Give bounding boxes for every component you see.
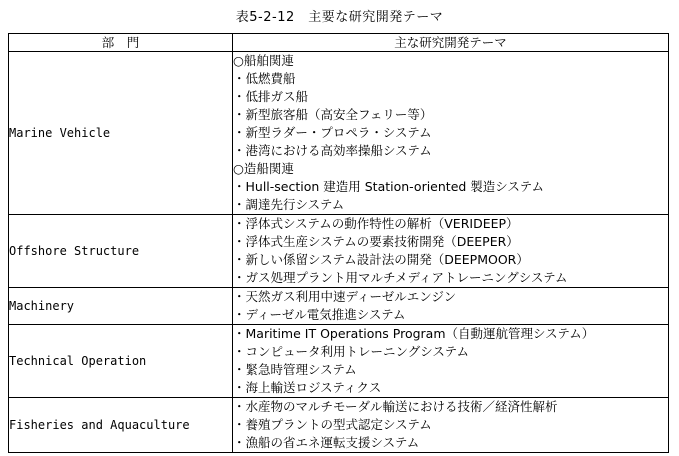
department-cell: Offshore Structure [9, 215, 233, 288]
theme-item: ・新型旅客船（高安全フェリー等） [233, 107, 433, 122]
header-themes: 主な研究開発テーマ [233, 34, 669, 52]
themes-cell [233, 325, 669, 398]
header-department: 部 門 [9, 34, 233, 52]
theme-item: ・新しい係留システム設計法の開発（DEEPMOOR） [233, 252, 529, 267]
table-row [9, 398, 669, 453]
theme-item: ・低排ガス船 [233, 89, 309, 104]
table-row [9, 325, 669, 398]
theme-item: ○造船関連 [233, 161, 294, 176]
theme-item: ・緊急時管理システム [233, 362, 357, 377]
theme-item: ・浮体式システムの動作特性の解析（VERIDEEP） [233, 216, 519, 231]
theme-item: ・港湾における高効率操船システム [233, 143, 432, 158]
theme-item: ・ディーゼル電気推進システム [233, 307, 406, 322]
department-cell: Fisheries and Aquaculture [9, 398, 233, 453]
research-themes-table [8, 33, 669, 453]
themes-cell [233, 398, 669, 453]
table-row [9, 215, 669, 288]
theme-item: ・天然ガス利用中速ディーゼルエンジン [233, 289, 457, 304]
department-cell: Machinery [9, 288, 233, 325]
theme-item: ・新型ラダー・プロペラ・システム [233, 125, 432, 140]
theme-item: ・養殖プラントの型式認定システム [233, 417, 432, 432]
theme-item: ・ガス処理プラント用マルチメディアトレーニングシステム [233, 270, 568, 285]
department-cell: Technical Operation [9, 325, 233, 398]
table-title: 表5-2-12 主要な研究開発テーマ [235, 10, 444, 25]
theme-item: ・浮体式生産システムの要素技術開発（DEEPER） [233, 234, 519, 249]
theme-item: ・コンピュータ利用トレーニングシステム [233, 344, 470, 359]
themes-cell [233, 52, 669, 215]
theme-item: ・Hull-section 建造用 Station-oriented 製造システム [233, 179, 545, 194]
theme-item: ・海上輸送ロジスティクス [233, 380, 382, 395]
header-row [9, 34, 669, 52]
theme-item: ・水産物のマルチモーダル輸送における技術／経済性解析 [233, 399, 558, 414]
department-cell: Marine Vehicle [9, 52, 233, 215]
themes-cell [233, 215, 669, 288]
table-row [9, 288, 669, 325]
theme-item: ○船舶関連 [233, 53, 294, 68]
themes-cell [233, 288, 669, 325]
theme-item: ・Maritime IT Operations Program（自動運航管理システム） [233, 326, 595, 341]
theme-item: ・調達先行システム [233, 197, 345, 212]
theme-item: ・低燃費船 [233, 71, 296, 86]
table-row [9, 52, 669, 215]
theme-item: ・漁船の省エネ運転支援システム [233, 435, 420, 450]
